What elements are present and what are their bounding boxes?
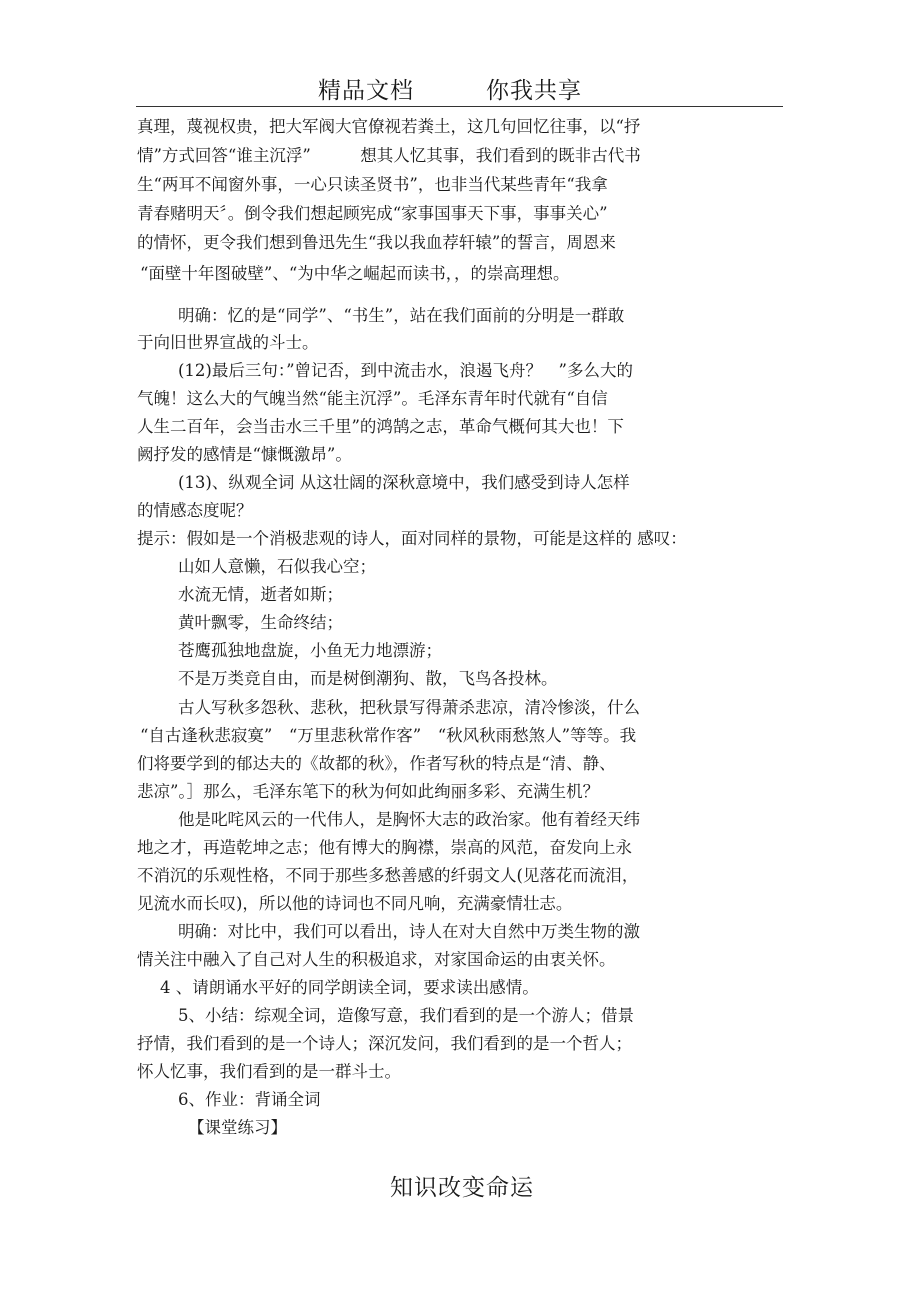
text-line: 于向旧世界宣战的斗士。 (137, 333, 319, 352)
text-line: 的情怀，更令我们想到鲁迅先生“我以我血荐轩辕”的誓言，周恩来 (137, 233, 616, 252)
text-line: (13)、纵观全词 从这壮阔的深秋意境中，我们感受到诗人怎样 (178, 473, 630, 492)
text-line: 提示：假如是一个消极悲观的诗人，面对同样的景物，可能是这样的 感叹： (137, 529, 687, 548)
page-header (0, 76, 920, 108)
header-divider (136, 106, 783, 107)
text-line: 水流无情，逝者如斯； (178, 585, 343, 604)
text-line: 人生二百年，会当击水三千里”的鸿鹄之志，革命气概何其大也！下 (137, 417, 624, 436)
text-line: 地之才，再造乾坤之志；他有博大的胸襟，崇高的风范，奋发向上永 (137, 838, 632, 857)
text-line: 悲凉”。］那么，毛泽东笔下的秋为何如此绚丽多彩、充满生机？ (137, 782, 600, 801)
text-line: 阙抒发的感情是“慷慨激昂”。 (137, 445, 352, 464)
text-line: (12)最后三句：”曾记否，到中流击水，浪遏飞舟？ ”多么大的 (178, 361, 633, 380)
text-line: “自古逢秋悲寂寞” “万里悲秋常作客” “秋风秋雨愁煞人”等等。我 (140, 726, 637, 745)
text-line: 明确：忆的是“同学”、“书生”，站在我们面前的分明是一群敢 (178, 306, 625, 325)
header-title-left: 精品文档 (318, 78, 414, 104)
text-line: 气魄！这么大的气魄当然“能主沉浮”。毛泽东青年时代就有“自信 (137, 389, 608, 408)
text-line: 生“两耳不闻窗外事，一心只读圣贤书”，也非当代某些青年“我拿 (137, 175, 608, 194)
text-line: 古人写秋多怨秋、悲秋，把秋景写得萧杀悲凉，清冷惨淡，什么 (178, 698, 640, 717)
text-line: 的情感态度呢？ (137, 501, 253, 520)
text-line: 6、作业：背诵全词 (178, 1090, 321, 1109)
page-footer: 知识改变命运 (390, 1175, 534, 1201)
text-line: 怀人忆事，我们看到的是一群斗士。 (137, 1062, 401, 1081)
text-line: 情关注中融入了自己对人生的积极追求，对家国命运的由衷关怀。 (137, 950, 616, 969)
text-line: 真理，蔑视权贵，把大军阀大官僚视若粪土，这几句回忆往事，以“抒 (137, 117, 641, 136)
header-title-right: 你我共享 (486, 78, 582, 104)
text-line: 山如人意懒，石似我心空； (178, 557, 376, 576)
text-line: 见流水而长叹)，所以他的诗词也不同凡响，充满豪情壮志。 (137, 894, 573, 913)
text-line: “面壁十年图破壁”、“为中华之崛起而读书，，的崇高理想。 (140, 264, 570, 283)
text-line: 5、小结：综观全词，造像写意，我们看到的是一个游人；借景 (178, 1006, 634, 1025)
text-line: 黄叶飘零，生命终结； (178, 613, 343, 632)
text-line: 不消沉的乐观性格，不同于那些多愁善感的纤弱文人(见落花而流泪， (137, 866, 639, 885)
text-line: 明确：对比中，我们可以看出，诗人在对大自然中万类生物的激 (178, 922, 640, 941)
text-line: 4 、请朗诵水平好的同学朗读全词，要求读出感情。 (160, 978, 539, 997)
text-line: 抒情，我们看到的是一个诗人；深沉发问，我们看到的是一个哲人； (137, 1034, 632, 1053)
text-line: 不是万类竞自由，而是树倒潮狗、散，飞鸟各投林。 (178, 669, 558, 688)
text-line: 他是叱咤风云的一代伟人，是胸怀大志的政治家。他有着经天纬 (178, 810, 640, 829)
text-line: 青春赌明天〞。倒令我们想起顾宪成“家事国事天下事，事事关心” (137, 204, 608, 223)
section-heading: 【课堂练习】 (188, 1118, 287, 1137)
text-line: 情”方式回答“谁主沉浮” 想其人忆其事，我们看到的既非古代书 (137, 146, 641, 165)
text-line: 苍鹰孤独地盘旋，小鱼无力地漂游； (178, 641, 442, 660)
text-line: 们将要学到的郁达夫的《故都的秋》，作者写秋的特点是“清、静、 (137, 754, 616, 773)
